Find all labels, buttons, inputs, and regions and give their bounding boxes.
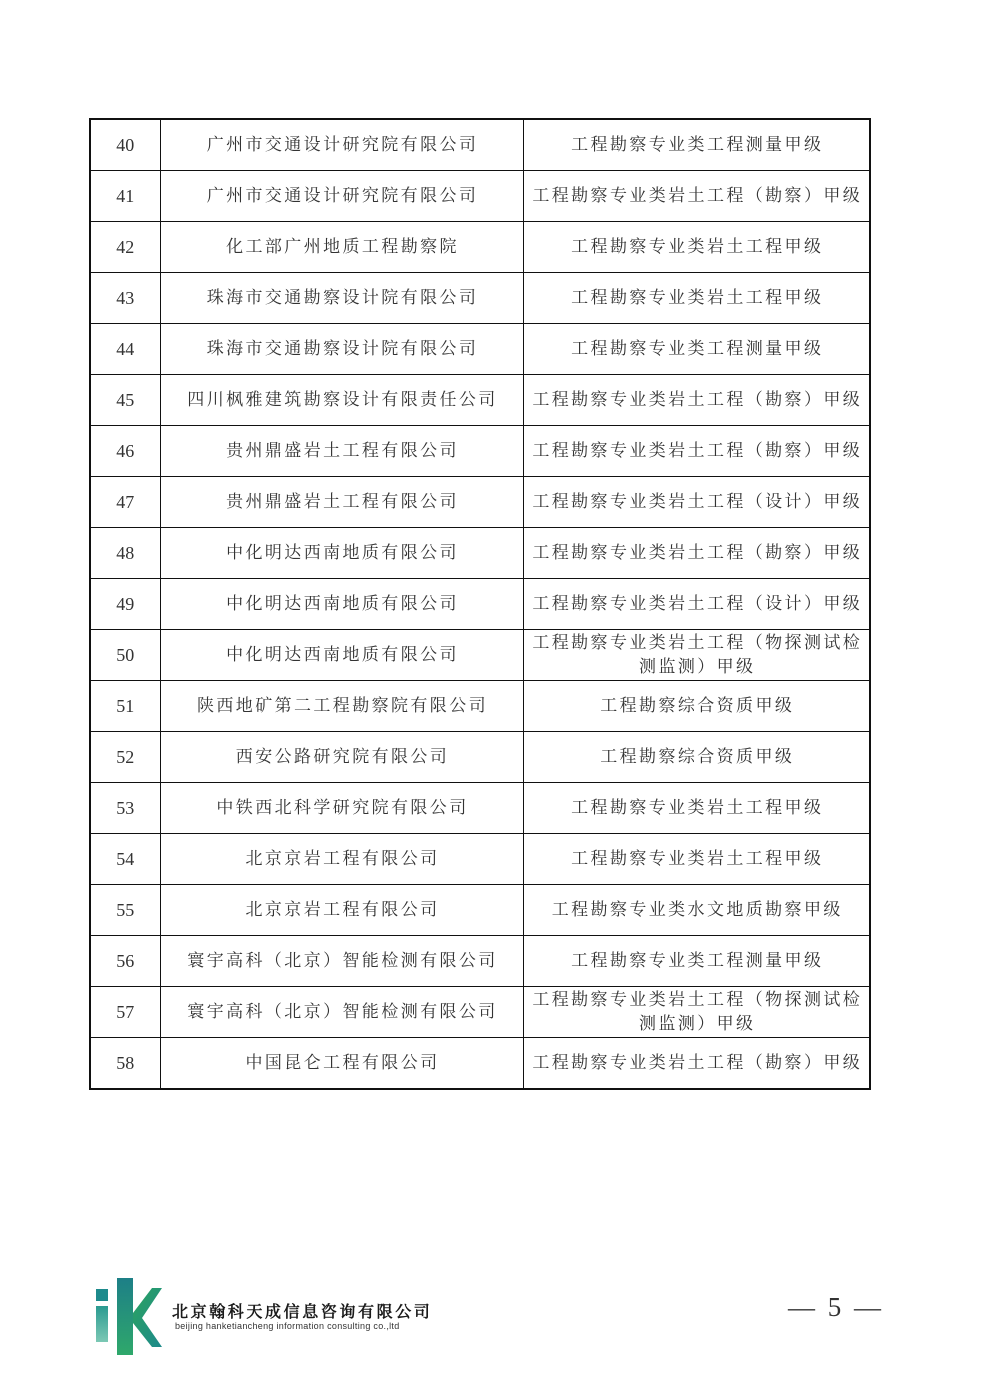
row-number-cell: 57	[90, 987, 160, 1038]
table-row	[90, 171, 870, 222]
company-name-cell: 贵州鼎盛岩土工程有限公司	[160, 426, 523, 477]
row-number-cell: 53	[90, 783, 160, 834]
row-number-cell: 48	[90, 528, 160, 579]
company-logo	[92, 1275, 164, 1357]
qualification-cell: 工程勘察专业类岩土工程甲级	[523, 834, 870, 885]
row-number-cell: 47	[90, 477, 160, 528]
row-number-cell: 54	[90, 834, 160, 885]
table-row	[90, 579, 870, 630]
table-row	[90, 119, 870, 171]
table-row	[90, 426, 870, 477]
company-name-cell: 中化明达西南地质有限公司	[160, 528, 523, 579]
qualification-cell: 工程勘察专业类岩土工程（勘察）甲级	[523, 528, 870, 579]
table-row	[90, 885, 870, 936]
company-name-cell: 广州市交通设计研究院有限公司	[160, 171, 523, 222]
company-name-cell: 中铁西北科学研究院有限公司	[160, 783, 523, 834]
qualification-cell: 工程勘察专业类工程测量甲级	[523, 324, 870, 375]
qualification-cell: 工程勘察专业类岩土工程（勘察）甲级	[523, 171, 870, 222]
qualification-cell: 工程勘察专业类岩土工程（勘察）甲级	[523, 426, 870, 477]
qualification-table	[89, 118, 871, 1090]
qualification-cell: 工程勘察专业类岩土工程（勘察）甲级	[523, 375, 870, 426]
table-row	[90, 222, 870, 273]
page-number: — 5 —	[788, 1292, 884, 1322]
table-row	[90, 936, 870, 987]
qualification-cell: 工程勘察专业类岩土工程甲级	[523, 783, 870, 834]
row-number-cell: 49	[90, 579, 160, 630]
row-number-cell: 52	[90, 732, 160, 783]
table-row	[90, 834, 870, 885]
table-row	[90, 375, 870, 426]
row-number-cell: 55	[90, 885, 160, 936]
company-name-cell: 西安公路研究院有限公司	[160, 732, 523, 783]
row-number-cell: 44	[90, 324, 160, 375]
company-name: 北京翰科天成信息咨询有限公司	[172, 1304, 433, 1321]
table-row	[90, 732, 870, 783]
company-name-cell: 四川枫雅建筑勘察设计有限责任公司	[160, 375, 523, 426]
company-name-cell: 北京京岩工程有限公司	[160, 834, 523, 885]
company-name-cell: 广州市交通设计研究院有限公司	[160, 119, 523, 171]
qualification-cell: 工程勘察专业类工程测量甲级	[523, 936, 870, 987]
company-name-cell: 化工部广州地质工程勘察院	[160, 222, 523, 273]
row-number-cell: 46	[90, 426, 160, 477]
company-name-cell: 陕西地矿第二工程勘察院有限公司	[160, 681, 523, 732]
row-number-cell: 42	[90, 222, 160, 273]
row-number-cell: 56	[90, 936, 160, 987]
row-number-cell: 45	[90, 375, 160, 426]
table-row	[90, 477, 870, 528]
company-name-cell: 珠海市交通勘察设计院有限公司	[160, 273, 523, 324]
company-name-cell: 珠海市交通勘察设计院有限公司	[160, 324, 523, 375]
table-row	[90, 528, 870, 579]
row-number-cell: 40	[90, 119, 160, 171]
qualification-cell: 工程勘察专业类岩土工程（物探测试检测监测）甲级	[523, 630, 870, 681]
table-row	[90, 987, 870, 1038]
row-number-cell: 58	[90, 1038, 160, 1090]
company-name-en: beijing hanketiancheng information consulting co.,ltd	[175, 1321, 400, 1331]
company-name-cell: 中化明达西南地质有限公司	[160, 579, 523, 630]
table-row	[90, 273, 870, 324]
qualification-cell: 工程勘察专业类岩土工程（设计）甲级	[523, 579, 870, 630]
company-name-cell: 北京京岩工程有限公司	[160, 885, 523, 936]
company-name-cell: 寰宇高科（北京）智能检测有限公司	[160, 936, 523, 987]
table-row	[90, 681, 870, 732]
company-name-cell: 寰宇高科（北京）智能检测有限公司	[160, 987, 523, 1038]
row-number-cell: 51	[90, 681, 160, 732]
company-name-cell: 贵州鼎盛岩土工程有限公司	[160, 477, 523, 528]
qualification-cell: 工程勘察专业类岩土工程（设计）甲级	[523, 477, 870, 528]
qualification-cell: 工程勘察综合资质甲级	[523, 732, 870, 783]
qualification-cell: 工程勘察综合资质甲级	[523, 681, 870, 732]
company-name-cell: 中化明达西南地质有限公司	[160, 630, 523, 681]
qualification-cell: 工程勘察专业类岩土工程甲级	[523, 273, 870, 324]
qualification-cell: 工程勘察专业类岩土工程甲级	[523, 222, 870, 273]
qualification-cell: 工程勘察专业类岩土工程（物探测试检测监测）甲级	[523, 987, 870, 1038]
row-number-cell: 41	[90, 171, 160, 222]
qualification-cell: 工程勘察专业类岩土工程（勘察）甲级	[523, 1038, 870, 1090]
table-row	[90, 324, 870, 375]
table-row	[90, 1038, 870, 1090]
qualification-cell: 工程勘察专业类工程测量甲级	[523, 119, 870, 171]
row-number-cell: 43	[90, 273, 160, 324]
company-name-cell: 中国昆仑工程有限公司	[160, 1038, 523, 1090]
table-row	[90, 783, 870, 834]
qualification-cell: 工程勘察专业类水文地质勘察甲级	[523, 885, 870, 936]
row-number-cell: 50	[90, 630, 160, 681]
table-row	[90, 630, 870, 681]
